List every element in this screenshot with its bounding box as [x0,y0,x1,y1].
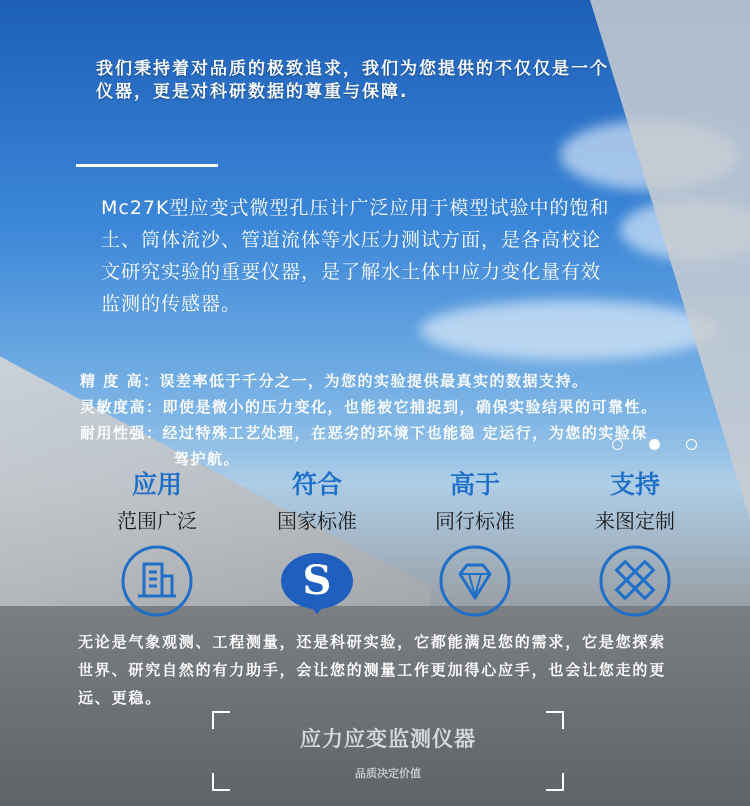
card-title: 应用 [131,470,182,499]
feature-card-superior [405,468,545,618]
intro-line: 仪器，更是对科研数据的尊重与保障. [96,82,409,102]
svg-text:S: S [302,557,332,604]
carousel-dot[interactable] [686,439,697,450]
description-line: Mc27K型应变式微型孔压计广泛应用于模型试验中的饱和 [101,197,610,219]
description-line: 文研究实验的重要仪器，是了解水土体中应力变化量有效 [101,261,602,283]
feature-list [80,368,750,472]
description-line: 土、筒体流沙、管道流体等水压力测试方面，是各高校论 [101,229,602,251]
feature-item: 灵敏度高：即使是微小的压力变化，也能被它捕捉到，确保实验结果的可靠性。 [80,398,658,416]
card-title: 高于 [449,470,500,499]
card-title: 支持 [609,470,660,499]
carousel-dots [612,439,697,450]
feature-card-custom [565,468,705,618]
carousel-dot-active[interactable] [649,439,660,450]
footer-title: 应力应变监测仪器 [300,727,476,751]
divider [76,164,218,167]
card-title: 符合 [291,470,342,499]
card-subtitle: 国家标准 [277,509,357,533]
feature-item: 耐用性强：经过特殊工艺处理，在恶劣的环境下也能稳 定运行，为您的实验保 [80,424,648,442]
feature-item: 驾护航。 [174,450,241,468]
feature-item: 精 度 高：误差率低于千分之一，为您的实验提供最真实的数据支持。 [80,372,589,390]
card-subtitle: 范围广泛 [117,509,197,533]
standard-s-icon [280,544,354,618]
product-description [101,192,661,320]
footer-frame [212,711,564,791]
feature-card-application [87,468,227,618]
card-subtitle: 同行标准 [435,509,515,533]
footer-subtitle: 品质决定价值 [355,767,421,780]
closing-line: 无论是气象观测、工程测量，还是科研实验，它都能满足您的需求，它是您探索 [78,633,667,651]
closing-line: 远、更稳。 [78,689,163,707]
building-icon [120,544,194,618]
intro-line: 我们秉持着对品质的极致追求，我们为您提供的不仅仅是一个 [96,59,609,79]
intro-text [96,58,656,104]
pencil-ruler-icon [598,544,672,618]
description-line: 监测的传感器。 [101,293,242,315]
carousel-dot[interactable] [612,439,623,450]
closing-text [78,628,750,712]
card-subtitle: 来图定制 [595,509,675,533]
feature-card-standard [247,468,387,618]
diamond-icon [438,544,512,618]
closing-line: 世界、研究自然的有力助手，会让您的测量工作更加得心应手，也会让您走的更 [78,661,667,679]
